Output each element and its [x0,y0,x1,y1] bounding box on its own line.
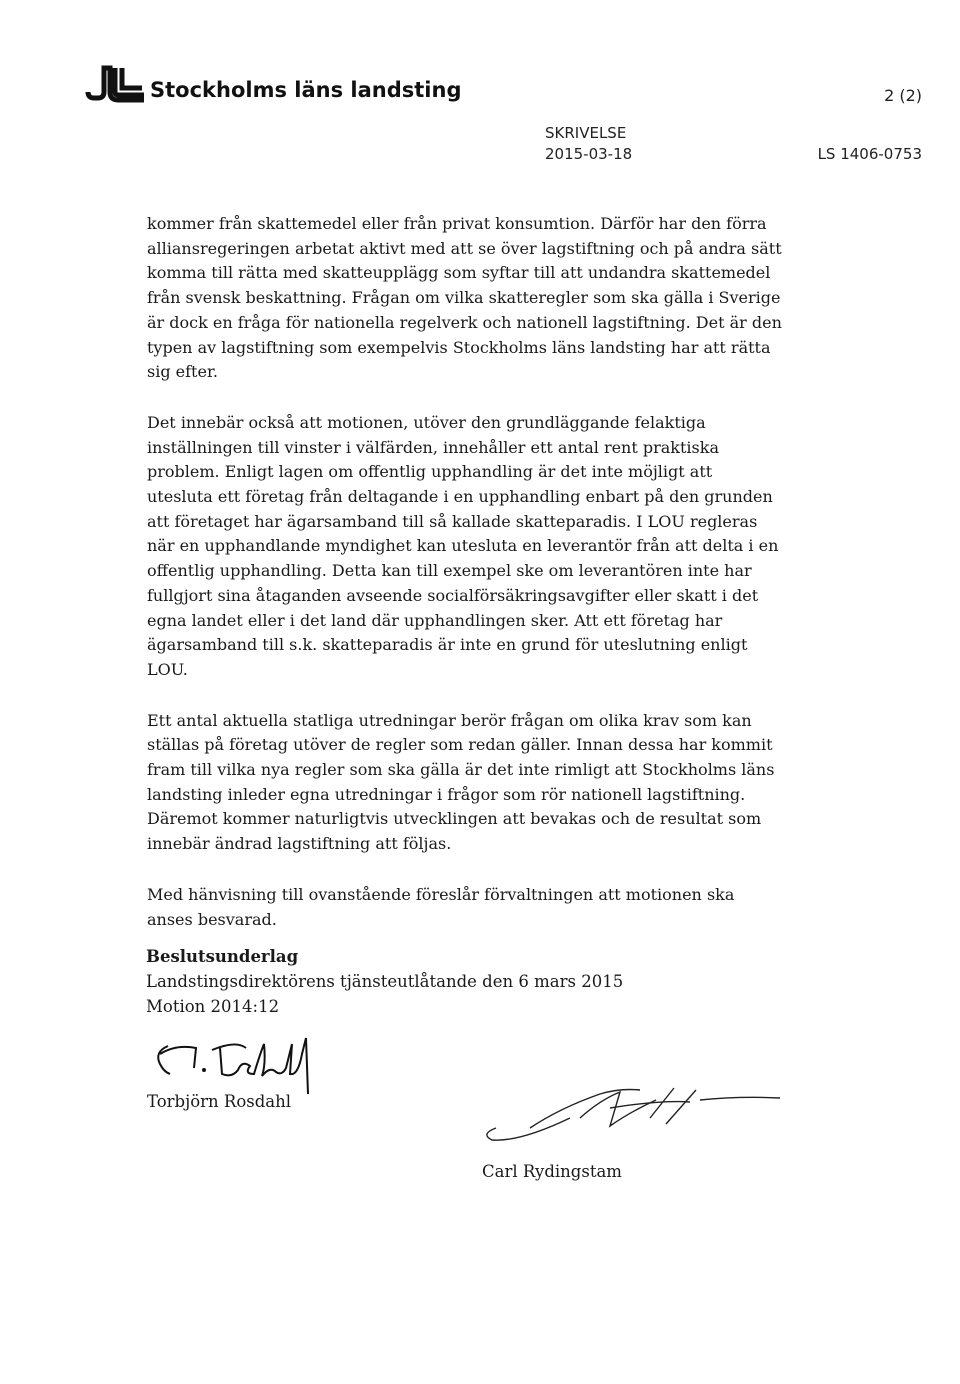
body-paragraph: Det innebär också att motionen, utöver den grundläggande felaktiga inställningen till vinster i välfärden, innehåller ett antal rent praktiska problem. Enligt lagen om offentlig upphandling är det inte möjligt att utesluta ett företag från deltagande i en upphandling enbart på den grunden att företaget har ägarsamband till så kallade skatteparadis. I LOU regleras när en upphandlande myndighet kan utesluta en leverantör från att delta i en offentlig upphandling. Detta kan till exempel ske om leverantören inte har fullgjort sina åtaganden avseende socialförsäkringsavgifter eller skatt i det egna landet eller i det land där upphandlingen sker. Att ett företag har ägarsamband till s.k. skatteparadis är inte en grund för uteslutning enligt LOU. [147,412,779,679]
document-reference: LS 1406-0753 [817,145,922,163]
page-number: 2 (2) [884,86,922,105]
organization-name: Stockholms läns landsting [150,78,462,102]
handwritten-signature-rydingstam [460,1078,790,1156]
landsting-logo-icon [84,64,144,104]
signatory-name: Torbjörn Rosdahl [147,1092,292,1111]
document-body [147,212,782,958]
body-paragraph: kommer från skattemedel eller från privat konsumtion. Därför har den förra alliansregeringen arbetat aktivt med att se över lagstiftning och på andra sätt komma till rätta med skatteupplägg som syftar till att undandra skattemedel från svensk beskattning. Frågan om vilka skatteregler som ska gälla i Sverige är dock en fråga för nationella regelverk och nationell lagstiftning. Det är den typen av lagstiftning som exempelvis Stockholms läns landsting har att rätta sig efter. [147,214,782,382]
decision-basis-item: Landstingsdirektörens tjänsteutlåtande den 6 mars 2015 [146,972,624,991]
decision-basis-heading: Beslutsunderlag [146,947,299,966]
document-date: 2015-03-18 [545,145,633,163]
document-header [0,0,960,170]
body-paragraph: Ett antal aktuella statliga utredningar berör frågan om olika krav som kan ställas på företag utöver de regler som redan gäller. Innan dessa har kommit fram till vilka nya regler som ska gälla är det inte rimligt att Stockholms läns landsting inleder egna utredningar i frågor som rör nationell lagstiftning. Däremot kommer naturligtvis utvecklingen att bevakas och de resultat som innebär ändrad lagstiftning att följas. [147,710,775,854]
body-paragraph: Med hänvisning till ovanstående föreslår förvaltningen att motionen ska anses besvarad. [147,884,735,929]
decision-basis-item: Motion 2014:12 [146,997,280,1016]
document-type: SKRIVELSE [545,124,627,142]
signatory-name: Carl Rydingstam [482,1162,622,1181]
decision-basis [146,944,623,1019]
